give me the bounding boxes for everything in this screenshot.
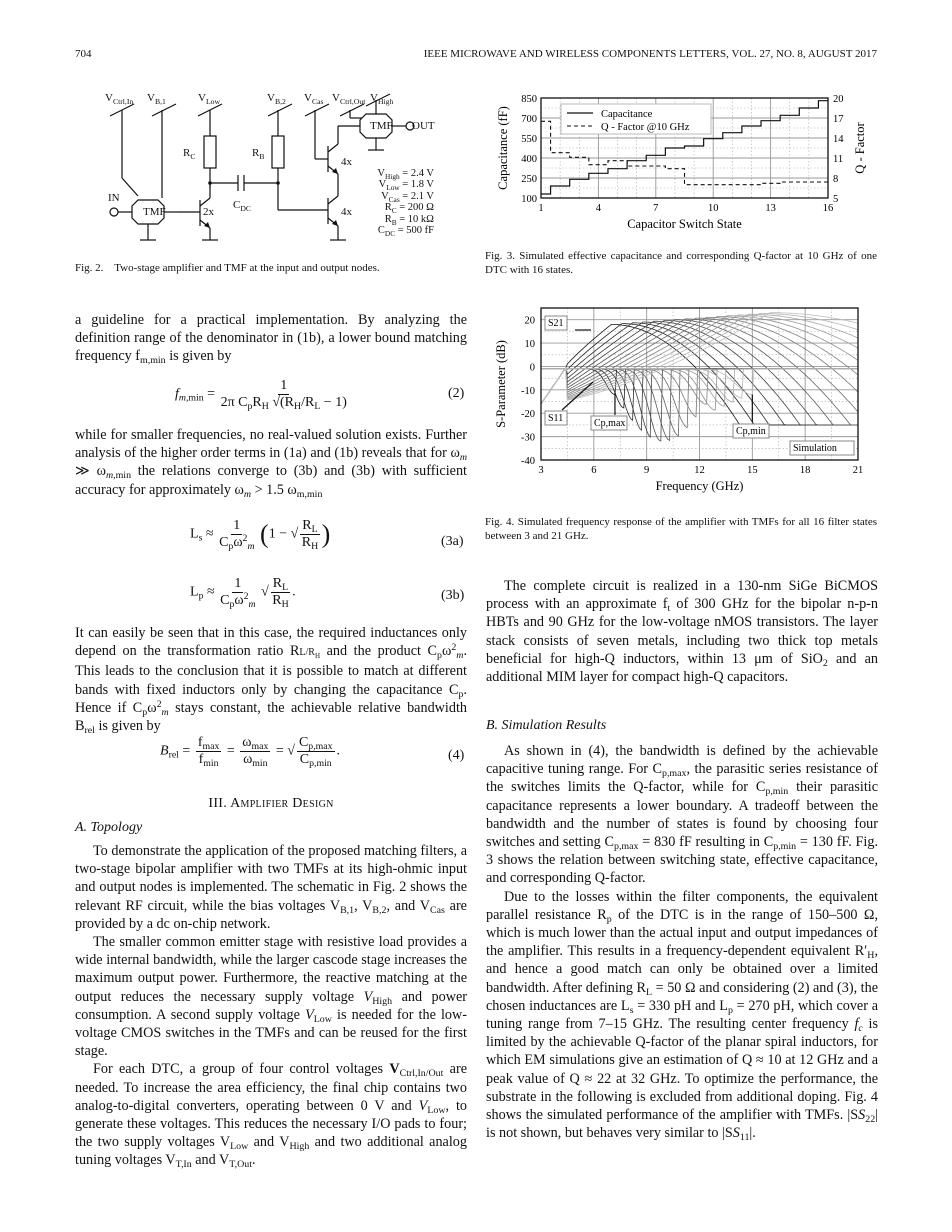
equation-3a: $L_s$ ≈ $\frac{1}{C_p\omega^2_m}$ (1 − √ $\frac{R_L}{R_H}$ ) bbox=[190, 518, 331, 552]
x-tick-label: 3 bbox=[538, 465, 544, 476]
label-vhigh: $V_{High}$ bbox=[370, 92, 394, 106]
equation-4-number: (4) bbox=[448, 748, 465, 763]
y-tick-label: -30 bbox=[521, 432, 535, 444]
label-vlow: $V_{Low}$ bbox=[198, 92, 221, 106]
legend-q-factor-label: Q - Factor @10 GHz bbox=[601, 122, 690, 133]
x-tick-label: 18 bbox=[799, 465, 811, 476]
subsection-topology: A. Topology bbox=[75, 820, 143, 835]
label-out: OUT bbox=[412, 120, 435, 132]
param-rb: $R_B = 10$ kΩ bbox=[384, 213, 434, 227]
x-axis-label: Frequency (GHz) bbox=[655, 479, 744, 493]
cp-min-annotation-label: Cp,min bbox=[736, 426, 766, 437]
topology-text: To demonstrate the application of the proposed matching filters, a two-stage bipolar amplifier with two TMFs at its high-ohmic input and output nodes is implemented. The schematic in Fig. 2 shows the relevant RF circuit, while the bias voltages $V_{B,1}$, $V_{B,2}$, and $V_{Cas}$ are provided by a dc on-chip network. The smaller common emitter stage with resistive load provides a wide internal bandwidth, while the larger cascode stage increases the maximum output power. Furthermore, the reactive matching at the output reduces the necessary supply voltage $V_{High}$ and power consumption. A second supply voltage $V_{Low}$ is needed for the low-voltage CMOS switches in the TMFs and can be reused for the first stage. For each DTC, a group of four control voltages $V_{Ctrl,In/Out}$ are needed. To increase the area efficiency, the final chip contains two analog-to-digital converters, operating between 0 V and $V_{Low}$, to generate these voltages. This reduces the necessary I/O pads to four; the two supply voltages $V_{Low}$ and $V_{High}$ and two additional analog tuning voltages $V_{T,In}$ and $V_{T,Out}$. bbox=[75, 843, 467, 1171]
y2-tick-label: 5 bbox=[833, 194, 839, 205]
fig3-chart bbox=[485, 88, 880, 238]
label-4x-upper: 4x bbox=[341, 156, 352, 168]
y-axis-label: S-Parameter (dB) bbox=[494, 340, 508, 428]
y-tick-label: 550 bbox=[521, 134, 537, 145]
label-4x-lower: 4x bbox=[341, 206, 352, 218]
y-tick-label: 400 bbox=[521, 154, 537, 165]
s11-annotation-label: S11 bbox=[548, 413, 564, 424]
label-2x: 2x bbox=[203, 206, 214, 218]
y-tick-label: 250 bbox=[521, 174, 537, 185]
y-tick-label: -40 bbox=[521, 456, 535, 467]
x-tick-label: 6 bbox=[591, 465, 597, 476]
label-vb1: $V_{B,1}$ bbox=[147, 92, 166, 106]
x-tick-label: 12 bbox=[694, 465, 705, 476]
param-vhigh: $V_{High} = 2.4$ V bbox=[377, 168, 434, 181]
param-cdc: $C_{DC} = 500$ fF bbox=[377, 225, 434, 239]
fig4-caption: Fig. 4. Simulated frequency response of the amplifier with TMFs for all 16 filter states between 3 and 21 GHz. bbox=[485, 516, 877, 542]
left-para-3: It can easily be seen that in this case, the required inductances only depend on the transformation ratio $RL/R_H$ and the product $C_p\omega^2_m$. This leads to the conclusion that it is possible to match at different bands with fixed inductors only by changing the capacitance $C_p$. Hence if $C_p\omega^2_m$ stays constant, the achievable relative bandwidth $B_{rel}$ is given by bbox=[75, 625, 467, 737]
s21-annotation-label: S21 bbox=[548, 318, 564, 329]
subsection-simulation-results: B. Simulation Results bbox=[486, 718, 607, 733]
x-tick-label: 21 bbox=[852, 465, 864, 476]
label-tmf-in: TMF bbox=[143, 206, 166, 218]
fig2-parameter-list bbox=[362, 168, 434, 239]
simulation-text: As shown in (4), the bandwidth is defined by the achievable capacitive tuning range. For $C_{p,max}$, the parasitic series resistance of the switches limits the Q-factor, while for $C_{p,min}$ their parasitic capacitance represents a lower boundary. A tradeoff between the bandwidth and the number of states is found by choosing four switches and setting $C_{p,max} = 830$ fF resulting in $C_{p,min} = 130$ fF. Fig. 3 shows the relation between switching state, effective capacitance, and corresponding Q-factor. Due to the losses within the filter components, the equivalent parallel resistance $R_p$ of the DTC is in the range of 150–500 Ω, which is much lower than the actual input and output impedances of the amplifier. This results in a frequency-dependent equivalent $R'_H$, and hence a good match can only be obtained over a limited bandwidth. After defining $R_L = 50$ Ω and considering (2) and (3), the chosen inductances are $L_s = 330$ pH and $L_p = 270$ pH, which cover a tuning range from 7–15 GHz. The resulting center frequency $f_c$ is limited by the achievable Q-factor of the planar spiral inductors, for which EM simulations give an estimation of Q ≈ 10 at 12 GHz and a peak value of Q ≈ 22 at 32 GHz. To optimize the performance, the substrate in the following is excluded from additional doping. Fig. 4 shows the simulated performance of the amplifier with TMFs. $|SS_{22}|$ is not shown, but behaves very similar to $|SS_{11}|$. bbox=[486, 743, 879, 1144]
cp-max-annotation-label: Cp,max bbox=[594, 418, 626, 429]
x-tick-label: 9 bbox=[644, 465, 650, 476]
legend-capacitance-label: Capacitance bbox=[601, 109, 653, 120]
fig3-caption: Fig. 3. Simulated effective capacitance and corresponding Q-factor at 10 GHz of one DTC with 16 states. bbox=[485, 250, 877, 276]
y2-tick-label: 20 bbox=[833, 94, 844, 105]
x-tick-label: 10 bbox=[707, 203, 719, 214]
simulation-annotation-label: Simulation bbox=[793, 443, 837, 454]
page-number: 704 bbox=[75, 48, 92, 60]
equation-2-number: (2) bbox=[448, 386, 465, 401]
x-tick-label: 7 bbox=[653, 203, 659, 214]
y-tick-label: 0 bbox=[529, 362, 535, 374]
y2-axis-label: Q - Factor bbox=[853, 122, 867, 174]
label-cdc: $C_{DC}$ bbox=[233, 199, 252, 213]
param-vcas: $V_{Cas} = 2.1$ V bbox=[381, 190, 434, 204]
label-vctrl-in: $V_{Ctrl,In}$ bbox=[105, 92, 134, 106]
label-vctrl-out: $V_{Ctrl,Out}$ bbox=[332, 92, 366, 106]
y-tick-label: 850 bbox=[521, 94, 537, 105]
equation-4: $B_{rel}$ = $\frac{f_{max}}{f_{min}}$ = $\frac{\omega_{max}}{\omega_{min}}$ = √ $\frac{C_{p,max}}{C_{p,min}}$ . bbox=[160, 735, 341, 769]
left-para-2: while for smaller frequencies, no real-valued solution exists. Further analysis of the higher order terms in (1a) and (1b) reveals that for $\omega_m$ ≫ $\omega_{m,min}$ the relations converge to (3b) and (3b) with sufficient accuracy for approximately $\omega_m > 1.5$ $\omega_{m,min}$ bbox=[75, 427, 467, 500]
y2-tick-label: 8 bbox=[833, 174, 839, 185]
left-para-1: a guideline for a practical implementation. By analyzing the definition range of the denominator in (1b), a lower bound matching frequency $f_{m,min}$ is given by bbox=[75, 312, 467, 367]
equation-3b-number: (3b) bbox=[441, 588, 465, 603]
x-axis-label: Capacitor Switch State bbox=[627, 217, 742, 231]
label-in: IN bbox=[108, 192, 120, 204]
x-tick-label: 16 bbox=[822, 203, 834, 214]
y-tick-label: -20 bbox=[521, 409, 535, 421]
x-tick-label: 1 bbox=[538, 203, 544, 214]
process-text: The complete circuit is realized in a 130-nm SiGe BiCMOS process with an approximate $f_t$ of 300 GHz for the bipolar n-p-n HBTs and 90 GHz for the low-voltage nMOS transistors. The layer stack consists of seven metals, including two thick top metals beneficial for high-Q inductors, within 13 μm of SiO$_2$ and an additional MIM layer for compact high-Q capacitors. bbox=[486, 578, 878, 686]
journal-header: IEEE MICROWAVE AND WIRELESS COMPONENTS LETTERS, VOL. 27, NO. 8, AUGUST 2017 bbox=[423, 48, 877, 60]
y-axis-label: Capacitance (fF) bbox=[496, 106, 510, 190]
y-tick-label: 20 bbox=[524, 315, 535, 327]
equation-3b: $L_p$ ≈ $\frac{1}{C_p\omega^2_m}$ √ $\frac{R_L}{R_H}$ . bbox=[190, 576, 296, 610]
label-vb2: $V_{B,2}$ bbox=[267, 92, 286, 106]
y2-tick-label: 17 bbox=[833, 114, 844, 125]
label-tmf-out: TMF bbox=[370, 120, 393, 132]
y-tick-label: -10 bbox=[521, 385, 535, 397]
y-tick-label: 100 bbox=[521, 194, 537, 205]
fig4-chart bbox=[485, 300, 880, 500]
y-tick-label: 10 bbox=[524, 339, 535, 351]
y2-tick-label: 14 bbox=[833, 134, 844, 145]
y-tick-label: 700 bbox=[521, 114, 537, 125]
equation-2: $f_{m,min}$ = $\frac{1}{2\pi C_pR_H √(R_H/R_L - 1)}$ bbox=[175, 378, 347, 412]
param-rc: $R_C = 200$ Ω bbox=[384, 202, 434, 216]
label-rb: $R_B$ bbox=[252, 147, 265, 161]
section-title: III. Amplifier Design bbox=[208, 796, 334, 811]
label-vcas: $V_{Cas}$ bbox=[304, 92, 324, 106]
equation-3a-number: (3a) bbox=[441, 534, 464, 549]
param-vlow: $V_{Low} = 1.8$ V bbox=[378, 179, 434, 193]
y2-tick-label: 11 bbox=[833, 154, 844, 165]
x-tick-label: 13 bbox=[765, 203, 776, 214]
fig2-caption: Fig. 2. Two-stage amplifier and TMF at the input and output nodes. bbox=[75, 262, 380, 274]
label-rc: $R_C$ bbox=[183, 147, 196, 161]
x-tick-label: 4 bbox=[595, 203, 602, 214]
x-tick-label: 15 bbox=[747, 465, 758, 476]
